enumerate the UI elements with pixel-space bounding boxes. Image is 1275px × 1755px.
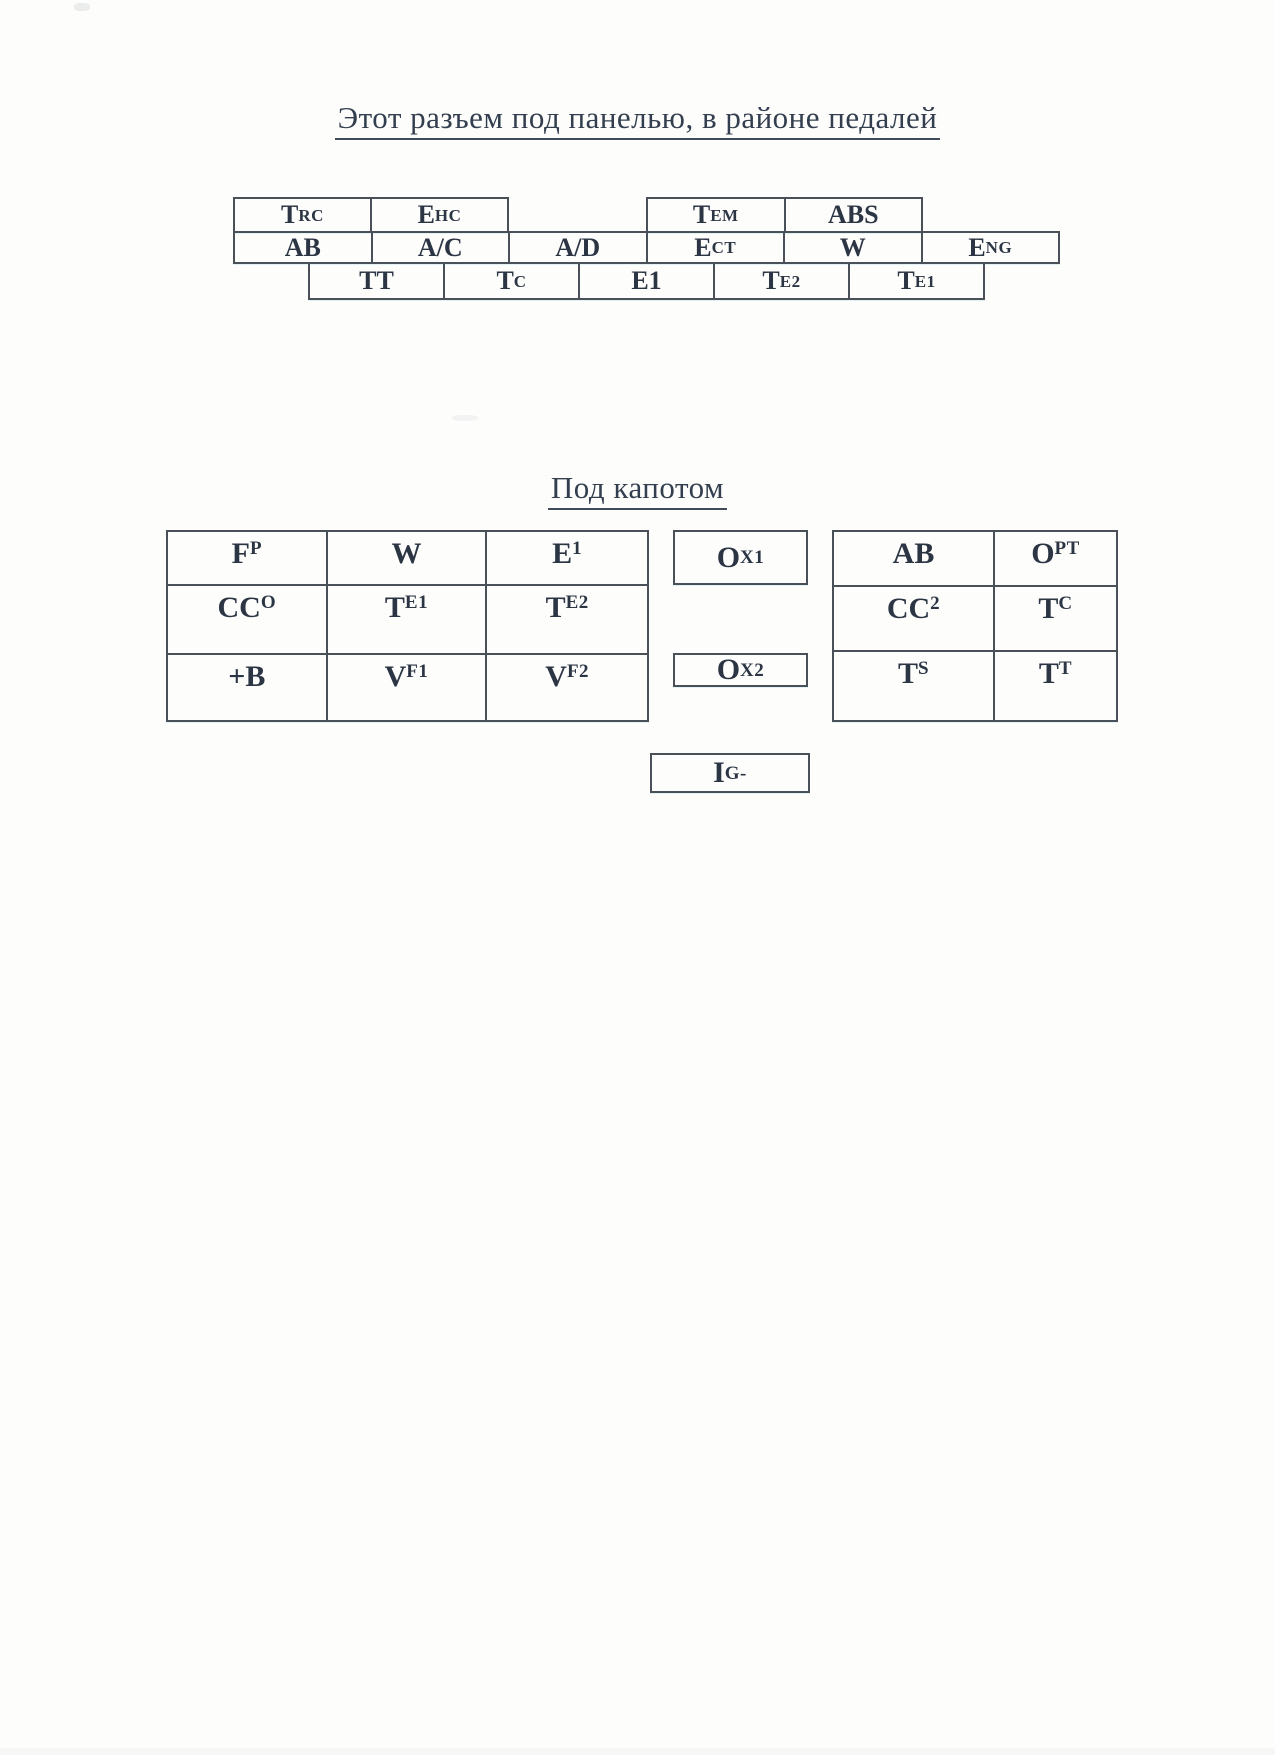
pin-tt: TT bbox=[359, 266, 394, 295]
pin-vf1: V F1 bbox=[328, 655, 488, 720]
underhood-right-table bbox=[832, 530, 1118, 722]
pedal-connector-row2 bbox=[233, 231, 1060, 264]
pin-ehc: E HC bbox=[370, 199, 507, 231]
pin-te1: T E1 bbox=[848, 264, 983, 298]
pin-opt: O PT bbox=[995, 532, 1116, 587]
pin-tt-hood: T T bbox=[1038, 657, 1073, 690]
pin-ad: A/D bbox=[508, 233, 646, 262]
pin-plus-b: +B bbox=[168, 655, 328, 720]
pin-te1-hood: T E1 bbox=[328, 586, 488, 655]
section2-title-text: Под капотом bbox=[548, 470, 727, 510]
pin-tem: T EM bbox=[692, 200, 739, 229]
scan-smudge bbox=[74, 3, 90, 11]
scan-smudge bbox=[452, 415, 478, 421]
pin-tc-hood: T C bbox=[995, 587, 1116, 652]
pin-ab-hood: AB bbox=[834, 532, 995, 587]
pin-vf2: V F2 bbox=[545, 660, 590, 693]
pedal-connector-row3 bbox=[308, 262, 985, 300]
pin-tc: T C bbox=[443, 264, 578, 298]
pin-te2-hood: T E2 bbox=[487, 586, 647, 655]
pin-cco: CC O bbox=[168, 586, 328, 655]
pin-abs: ABS bbox=[784, 199, 922, 231]
pin-e1: E1 bbox=[578, 264, 713, 298]
pedal-connector-row1-right bbox=[646, 197, 923, 233]
pin-ig-minus-box: I G- bbox=[650, 753, 810, 793]
pin-w: W bbox=[783, 233, 921, 262]
pin-e1-hood: E 1 bbox=[487, 532, 647, 586]
section1-title bbox=[0, 100, 1275, 140]
pin-trc: T RC bbox=[281, 200, 324, 229]
section1-title-text: Этот разъем под панелью, в районе педалей bbox=[335, 100, 941, 140]
pedal-connector-row1-left bbox=[233, 197, 509, 233]
pin-eng: E NG bbox=[921, 233, 1059, 262]
pin-ect: E CT bbox=[646, 233, 784, 262]
section2-title bbox=[0, 470, 1275, 510]
pin-te2: T E2 bbox=[713, 264, 848, 298]
pin-fp: F P bbox=[168, 532, 328, 586]
pin-ab: AB bbox=[284, 233, 321, 262]
pin-ac: A/C bbox=[371, 233, 509, 262]
underhood-left-table bbox=[166, 530, 649, 722]
scan-edge-shadow bbox=[0, 1748, 1275, 1755]
pin-ox1-box: O X1 bbox=[673, 530, 808, 585]
pin-ox2-box: O X2 bbox=[673, 653, 808, 687]
pin-w-hood: W bbox=[328, 532, 488, 586]
pin-cc2: CC 2 bbox=[834, 587, 995, 652]
pin-ts: T S bbox=[834, 652, 995, 720]
